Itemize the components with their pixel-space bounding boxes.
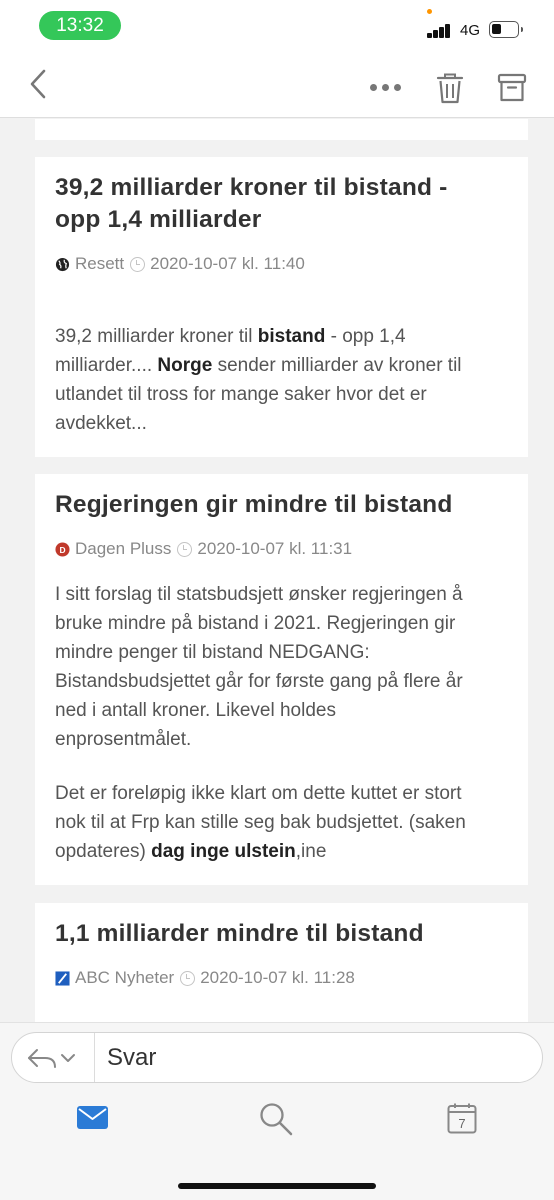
mail-icon[interactable]	[77, 1106, 108, 1129]
reply-options-button[interactable]	[25, 1043, 91, 1073]
cellular-signal-icon	[427, 23, 451, 38]
chevron-left-icon[interactable]	[28, 68, 50, 100]
article-title[interactable]	[55, 918, 424, 950]
article-card[interactable]	[35, 903, 528, 1022]
message-body[interactable]	[0, 119, 554, 1022]
chevron-down-icon	[62, 1055, 74, 1061]
paragraph-line: I sitt forslag til statsbudsjett ønsker regjeringen å	[55, 584, 463, 605]
reply-input[interactable]: Svar	[107, 1044, 157, 1071]
svg-text:D: D	[59, 544, 66, 555]
reply-bar[interactable]	[11, 1032, 543, 1083]
globe-icon	[55, 257, 70, 272]
dagen-logo-icon	[55, 542, 70, 557]
paragraph-line: Det er foreløpig ikke klart om dette kuttet er stort	[55, 783, 462, 804]
calendar-icon[interactable]	[447, 1103, 477, 1134]
reply-arrow-icon	[29, 1050, 55, 1067]
snippet-line: 39,2 milliarder kroner til bistand - opp 1,4	[55, 326, 406, 347]
paragraph-line: enprosentmålet.	[55, 729, 192, 750]
message-toolbar	[0, 52, 554, 118]
paragraph-line: opdateres) dag inge ulstein,ine	[55, 841, 327, 862]
paragraph-line: Bistandsbudsjettet går for første gang på flere år	[55, 671, 463, 692]
privacy-indicator-dot	[427, 9, 432, 14]
search-icon[interactable]	[259, 1102, 293, 1136]
article-datetime: 2020-10-07 kl. 11:28	[200, 968, 355, 987]
reply-divider	[94, 1033, 95, 1082]
article-snippet	[55, 322, 515, 438]
article-meta	[55, 253, 305, 275]
article-title-line: 1,1 milliarder mindre til bistand	[55, 920, 424, 947]
trash-icon[interactable]	[436, 72, 464, 104]
paragraph-line: mindre penger til bistand NEDGANG:	[55, 642, 370, 663]
bottom-bar	[0, 1022, 554, 1200]
snippet-line: avdekket...	[55, 413, 147, 434]
article-datetime: 2020-10-07 kl. 11:40	[150, 254, 305, 273]
article-card[interactable]	[35, 157, 528, 457]
article-title[interactable]	[55, 489, 452, 521]
snippet-line: milliarder.... Norge sender milliarder av kroner til	[55, 355, 462, 376]
article-title-line: Regjeringen gir mindre til bistand	[55, 491, 453, 518]
previous-article-card-partial[interactable]	[35, 119, 528, 140]
status-bar	[0, 0, 554, 52]
network-type: 4G	[460, 22, 481, 39]
paragraph-line: bruke mindre på bistand i 2021. Regjeringen gir	[55, 613, 456, 634]
calendar-day: 7	[458, 1116, 466, 1131]
snippet-line: utlandet til tross for mange saker hvor det er	[55, 384, 427, 405]
article-source[interactable]: ABC Nyheter	[75, 968, 175, 987]
clock-icon	[130, 257, 145, 272]
article-title-line: opp 1,4 milliarder	[55, 206, 262, 233]
article-card[interactable]	[35, 474, 528, 885]
home-indicator[interactable]	[178, 1183, 376, 1189]
article-title[interactable]	[55, 172, 448, 236]
article-datetime: 2020-10-07 kl. 11:31	[197, 539, 353, 558]
clipped-text	[55, 119, 385, 123]
status-time[interactable]: 13:32	[39, 11, 121, 40]
archive-icon[interactable]	[497, 73, 527, 103]
clock-icon	[180, 971, 195, 986]
article-title-line: 39,2 milliarder kroner til bistand -	[55, 174, 448, 201]
abc-nyheter-logo-icon	[55, 971, 70, 986]
article-source[interactable]: Dagen Pluss	[75, 539, 172, 558]
paragraph-line: ned i antall kroner. Likevel holdes	[55, 700, 336, 721]
article-meta	[55, 967, 355, 989]
article-meta	[55, 538, 352, 560]
clock-icon	[177, 542, 192, 557]
article-paragraph	[55, 580, 515, 754]
article-source[interactable]: Resett	[75, 254, 125, 273]
paragraph-line: nok til at Frp kan stille seg bak budsjettet. (saken	[55, 812, 466, 833]
article-paragraph	[55, 779, 515, 866]
battery-icon	[489, 21, 519, 38]
more-horizontal-icon[interactable]	[370, 84, 402, 92]
